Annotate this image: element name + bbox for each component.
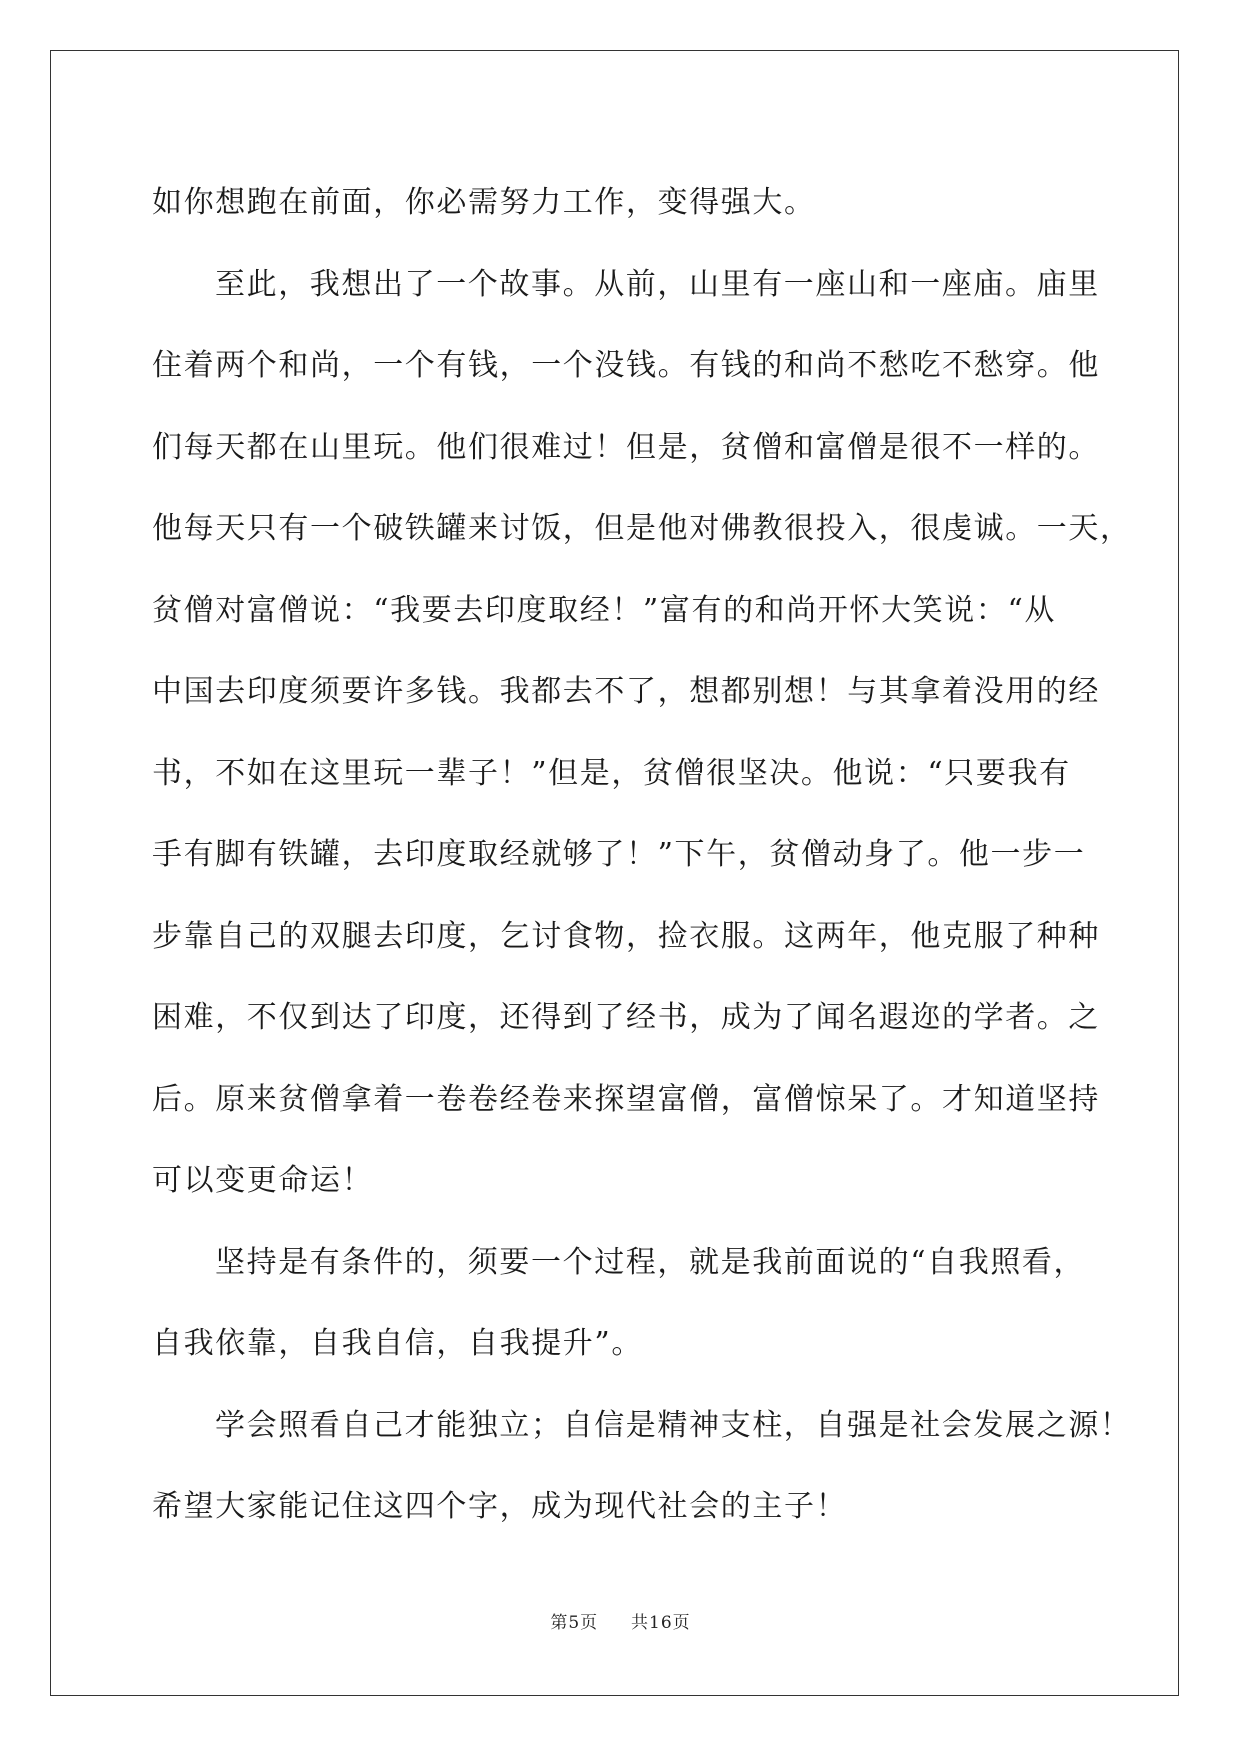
- text-line: 后。原来贫僧拿着一卷卷经卷来探望富僧，富僧惊呆了。才知道坚持: [152, 1081, 1100, 1117]
- paragraph: [152, 162, 1092, 244]
- page-footer: [0, 1608, 1241, 1633]
- text-line: 书，不如在这里玩一辈子！”但是，贫僧很坚决。他说：“只要我有: [152, 755, 1071, 791]
- text-line: 们每天都在山里玩。他们很难过！但是，贫僧和富僧是很不一样的。: [152, 429, 1100, 465]
- text-line: 步靠自己的双腿去印度，乞讨食物，捡衣服。这两年，他克服了种种: [152, 918, 1100, 954]
- text-line: 希望大家能记住这四个字，成为现代社会的主子！: [152, 1489, 848, 1524]
- text-line: 自我依靠，自我自信，自我提升”。: [152, 1326, 643, 1361]
- text-line: 学会照看自己才能独立；自信是精神支柱，自强是社会发展之源！: [215, 1407, 1132, 1443]
- paragraph: [152, 1222, 1092, 1385]
- text-line: 住着两个和尚，一个有钱，一个没钱。有钱的和尚不愁吃不愁穿。他: [152, 348, 1100, 383]
- document-body: [152, 162, 1132, 1548]
- text-line: 可以变更命运！: [152, 1163, 374, 1198]
- text-line: 手有脚有铁罐，去印度取经就够了！”下午，贫僧动身了。他一步一: [152, 837, 1086, 872]
- text-line: 贫僧对富僧说：“我要去印度取经！”富有的和尚开怀大笑说：“从: [152, 592, 1057, 628]
- page-count: 共16页: [631, 1613, 691, 1633]
- text-line: 如你想跑在前面，你必需努力工作，变得强大。: [152, 185, 816, 220]
- text-line: 他每天只有一个破铁罐来讨饭，但是他对佛教很投入，很虔诚。一天，: [152, 511, 1132, 546]
- text-line: 中国去印度须要许多钱。我都去不了，想都别想！与其拿着没用的经: [152, 674, 1100, 709]
- text-line: 至此，我想出了一个故事。从前，山里有一座山和一座庙。庙里: [215, 266, 1100, 302]
- paragraph: [152, 1385, 1132, 1548]
- text-line: 困难，不仅到达了印度，还得到了经书，成为了闻名遐迩的学者。之: [152, 1000, 1100, 1035]
- text-line: 坚持是有条件的，须要一个过程，就是我前面说的“自我照看，: [215, 1244, 1086, 1280]
- paragraph: [152, 244, 1132, 1222]
- page-number: 第5页: [550, 1613, 599, 1633]
